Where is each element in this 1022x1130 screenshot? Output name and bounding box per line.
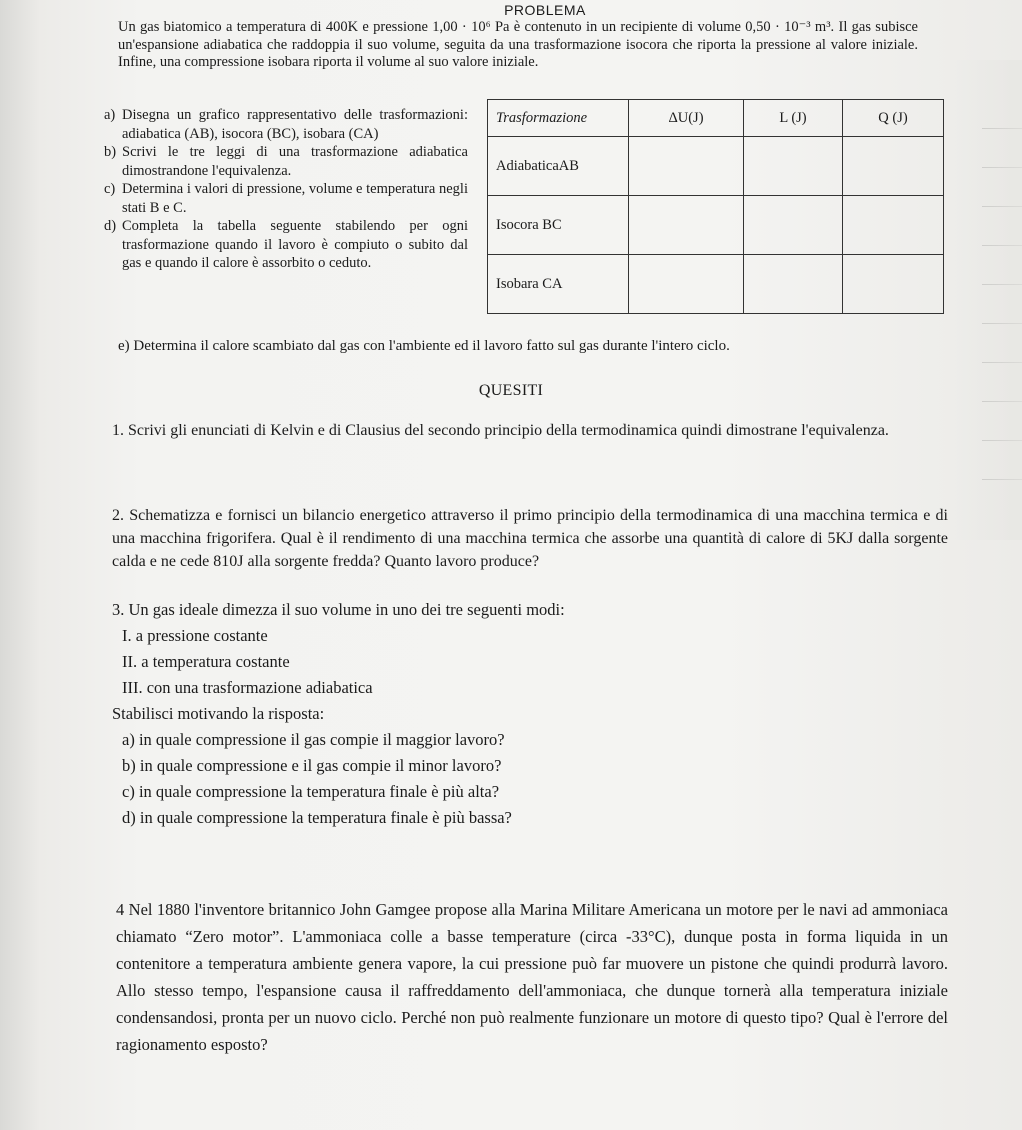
mode-item: II. a temperatura costante [122, 652, 290, 671]
cell-work[interactable] [744, 196, 843, 255]
question-2: 2. Schematizza e fornisci un bilancio energetico attraverso il primo principio della termodinamica di una macchina termica e di una macchina frigorifera. Qual è il rendimento di una macchina termica che assorbe una quantità di calore di 5KJ dalla sorgente calda e ne cede 810J alla sorgente fredda? Quanto lavoro produce? [112, 507, 948, 570]
sub-question: c) in quale compressione la temperatura finale è più alta? [122, 782, 500, 801]
quesiti-heading: QUESITI [478, 382, 544, 399]
cell-work[interactable] [744, 137, 843, 196]
question-4 [116, 896, 948, 1058]
header-transformation: Trasformazione [488, 100, 629, 137]
question-3-prompt: Stabilisci motivando la risposta: [112, 704, 325, 723]
row-name: Isobara CA [488, 255, 629, 314]
problem-heading: PROBLEMA [504, 2, 586, 18]
task-label: e) [118, 338, 130, 354]
task-item [104, 143, 468, 180]
cell-delta-u[interactable] [629, 196, 744, 255]
task-text: Scrivi le tre leggi di una trasformazione adiabatica dimostrandone l'equivalenza. [122, 144, 468, 179]
header-heat: Q (J) [843, 100, 944, 137]
task-text: Determina il calore scambiato dal gas con l'ambiente ed il lavoro fatto sul gas durante l'intero ciclo. [133, 338, 730, 354]
question-1: 1. Scrivi gli enunciati di Kelvin e di Clausius del secondo principio della termodinamica quindi dimostrane l'equivalenza. [112, 422, 889, 439]
question-3 [112, 597, 712, 831]
table-row [488, 196, 944, 255]
paper-shadow [952, 60, 1022, 540]
cell-delta-u[interactable] [629, 137, 744, 196]
task-item [104, 106, 468, 143]
task-label: a) [104, 107, 116, 123]
question-4-number: 4 [116, 900, 125, 919]
task-text: Determina i valori di pressione, volume e temperatura negli stati B e C. [122, 181, 468, 216]
cell-work[interactable] [744, 255, 843, 314]
row-name: AdiabaticaAB [488, 137, 629, 196]
question-3-intro: 3. Un gas ideale dimezza il suo volume in uno dei tre seguenti modi: [112, 600, 565, 619]
task-label: d) [104, 218, 117, 234]
task-label: c) [104, 181, 116, 197]
question-4-text: Nel 1880 l'inventore britannico John Gamgee propose alla Marina Militare Americana un motore per le navi ad ammoniaca chiamato “Zero motor”. L'ammoniaca colle a basse temperature (circa -33°C), dunque posta in forma liquida in un contenitore a temperatura ambiente genera vapore, la cui pressione può far muovere un pistone che quindi produrrà lavoro. Allo stesso tempo, l'espansione causa il raffreddamento dell'ammoniaca, che dunque tornerà alla temperatura iniziale condensandosi, pronta per un nuovo ciclo. Perché non può realmente funzionare un motore di questo tipo? Qual è l'errore del ragionamento esposto? [116, 900, 949, 1054]
task-e [118, 337, 898, 356]
cell-heat[interactable] [843, 255, 944, 314]
sub-question: d) in quale compressione la temperatura finale è più bassa? [122, 808, 512, 827]
cell-heat[interactable] [843, 137, 944, 196]
table-row [488, 255, 944, 314]
sub-question: a) in quale compressione il gas compie il maggior lavoro? [122, 730, 505, 749]
cell-heat[interactable] [843, 196, 944, 255]
task-list [104, 106, 468, 273]
mode-item: III. con una trasformazione adiabatica [122, 678, 373, 697]
problem-statement: Un gas biatomico a temperatura di 400K e pressione 1,00 · 10⁶ Pa è contenuto in un recipiente di volume 0,50 · 10⁻³ m³. Il gas subisce un'espansione adiabatica che raddoppia il suo volume, seguita da una trasformazione isocora che riporta la pressione al valore iniziale. Infine, una compressione isobara riporta il volume al suo valore iniziale. [118, 19, 918, 70]
cell-delta-u[interactable] [629, 255, 744, 314]
row-name: Isocora BC [488, 196, 629, 255]
sub-question: b) in quale compressione e il gas compie il minor lavoro? [122, 756, 502, 775]
task-item [104, 180, 468, 217]
header-delta-u: ΔU(J) [629, 100, 744, 137]
mode-item: I. a pressione costante [122, 626, 268, 645]
task-label: b) [104, 144, 117, 160]
transformations-table [487, 99, 944, 314]
task-text: Completa la tabella seguente stabilendo per ogni trasformazione quando il lavoro è compiuto o subito dal gas e quando il calore è assorbito o ceduto. [122, 218, 468, 271]
task-item [104, 217, 468, 273]
task-text: Disegna un grafico rappresentativo delle trasformazioni: adiabatica (AB), isocora (BC), isobara (CA) [122, 107, 468, 142]
table-header-row [488, 100, 944, 137]
header-work: L (J) [744, 100, 843, 137]
table-row [488, 137, 944, 196]
